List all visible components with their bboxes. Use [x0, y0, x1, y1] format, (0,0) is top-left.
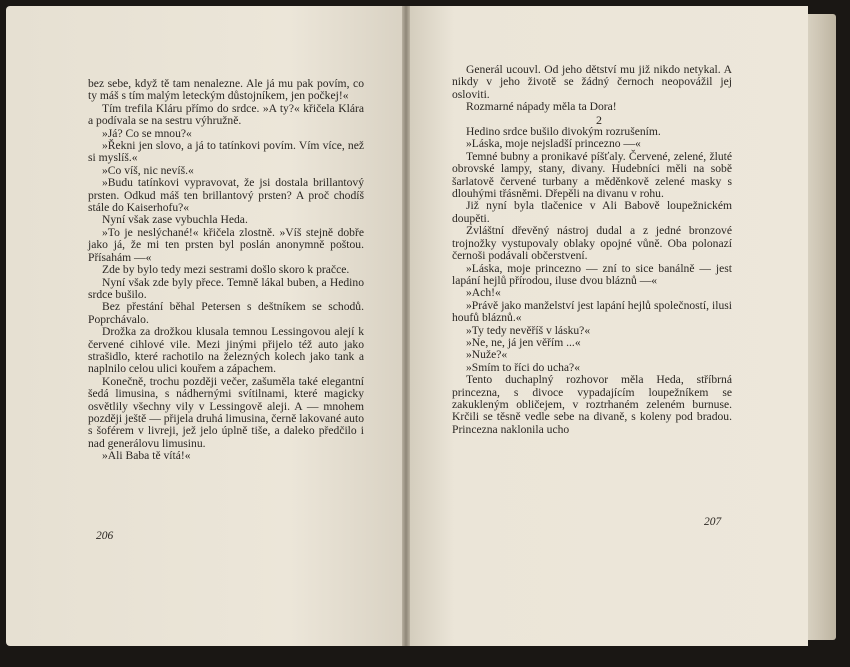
paragraph: Bez přestání běhal Petersen s deštníkem se schodů. Poprchávalo.	[88, 300, 364, 326]
page-number-left: 206	[96, 530, 114, 542]
chapter-number: 2	[596, 112, 602, 127]
paragraph: »Ne, ne, já jen věřím ...«	[466, 335, 581, 349]
paragraph: Zde by bylo tedy mezi sestrami došlo skoro k pračce.	[102, 263, 350, 277]
paragraph: Generál ucouvl. Od jeho dětství mu již nikdo netykal. A nikdy v jeho životě se žádný černoch neopovážil jej osloviti.	[452, 63, 732, 101]
page-number-right: 207	[704, 516, 722, 528]
paragraph: »Řekni jen slovo, a já to tatínkovi povím. Vím více, než si myslíš.«	[88, 139, 364, 165]
paragraph: Tento duchaplný rozhovor měla Heda, stříbrná princezna, s divoce vypadajícím loupežníkem se zakukleným obličejem, v roztrhaném zeleném burnuse. Krčili se těsně vedle sebe na divaně, s koleny pod bradou. Princezna naklonila ucho	[452, 373, 732, 436]
left-page-text	[88, 78, 364, 463]
left-page	[6, 6, 410, 646]
paragraph: »Ali Baba tě vítá!«	[102, 449, 191, 463]
right-page	[406, 6, 808, 646]
book-gutter	[402, 6, 410, 646]
paragraph: Nyní však zde byly přece. Temně lákal buben, a Hedino srdce bušilo.	[88, 275, 364, 301]
paragraph: »To je neslýchané!« křičela zlostně. »Víš stejně dobře jako já, že mi ten prsten byl poslán anonymně poštou. Přísahám —«	[88, 225, 364, 264]
paragraph: Již nyní byla tlačenice v Ali Babově loupežnickém doupěti.	[452, 199, 732, 225]
paragraph: »Já? Co se mnou?«	[102, 126, 192, 140]
paragraph: »Budu tatínkovi vypravovat, že jsi dostala brillantový prsten. Odkud máš ten brillantový prsten? A proč chodíš stále do Kaiserhofu?«	[88, 176, 364, 215]
paragraph: Hedino srdce bušilo divokým rozrušením.	[466, 125, 661, 139]
paragraph: »Smím to říci do ucha?«	[466, 360, 580, 374]
paragraph: »Nuže?«	[466, 348, 508, 362]
paragraph: »Láska, moje princezno — zní to sice banálně — jest lapání hejlů přírodou, iluse dvou bláznů —«	[452, 261, 732, 287]
paragraph: Tím trefila Kláru přímo do srdce. »A ty?« křičela Klára a podívala se na sestru výhružně.	[88, 101, 364, 128]
paragraph: Drožka za drožkou klusala temnou Lessingovou alejí k červené cihlové vile. Mezi jinými přijelo též auto jako strašidlo, které rachotilo na železných kolech jako tank a naplnilo celou ulici kouřem a zápachem.	[88, 325, 364, 376]
page-edges	[806, 14, 836, 640]
paragraph: »Co víš, nic nevíš.«	[102, 163, 194, 177]
paragraph: »Právě jako manželství jest lapání hejlů společností, ilusi houfů bláznů.«	[452, 298, 732, 325]
paragraph: Zvláštní dřevěný nástroj dudal a z jedné bronzové trojnožky vystupovaly oblaky opojné vůně. Oba polonazí černoši podávali občerstvení.	[452, 224, 732, 263]
paragraph: Temné bubny a pronikavé píšťaly. Červené, zelené, žluté obrovské lampy, stany, divany. Hudebníci měli na sobě šarlatově červené turbany a měděnkově zelené masky s dlouhými třásněmi. Dřepěli na divanu v rohu.	[452, 149, 732, 201]
paragraph: Rozmarné nápady měla ta Dora!	[466, 100, 617, 114]
paragraph: »Ach!«	[466, 286, 501, 300]
paragraph: Nyní však zase vybuchla Heda.	[102, 213, 248, 227]
paragraph: »Láska, moje nejsladší princezno —«	[466, 137, 641, 151]
right-page-text	[452, 64, 732, 436]
paragraph: Konečně, trochu později večer, zašuměla také elegantní šedá limusina, s nádhernými svítilnami, které magicky osvětlily všechny vily v Lessingově aleji. A — mnohem později ještě — přijela druhá limusina, černě lakované auto s šoférem v livreji, jež jelo úplně tiše, a daleko předčilo i nad generálovu limusinu.	[88, 374, 364, 450]
paragraph: »Ty tedy nevěříš v lásku?«	[466, 323, 591, 337]
paragraph: bez sebe, když tě tam nenalezne. Ale já mu pak povím, co ty máš s tím malým leteckým důstojníkem, jen počkej!«	[88, 77, 364, 103]
